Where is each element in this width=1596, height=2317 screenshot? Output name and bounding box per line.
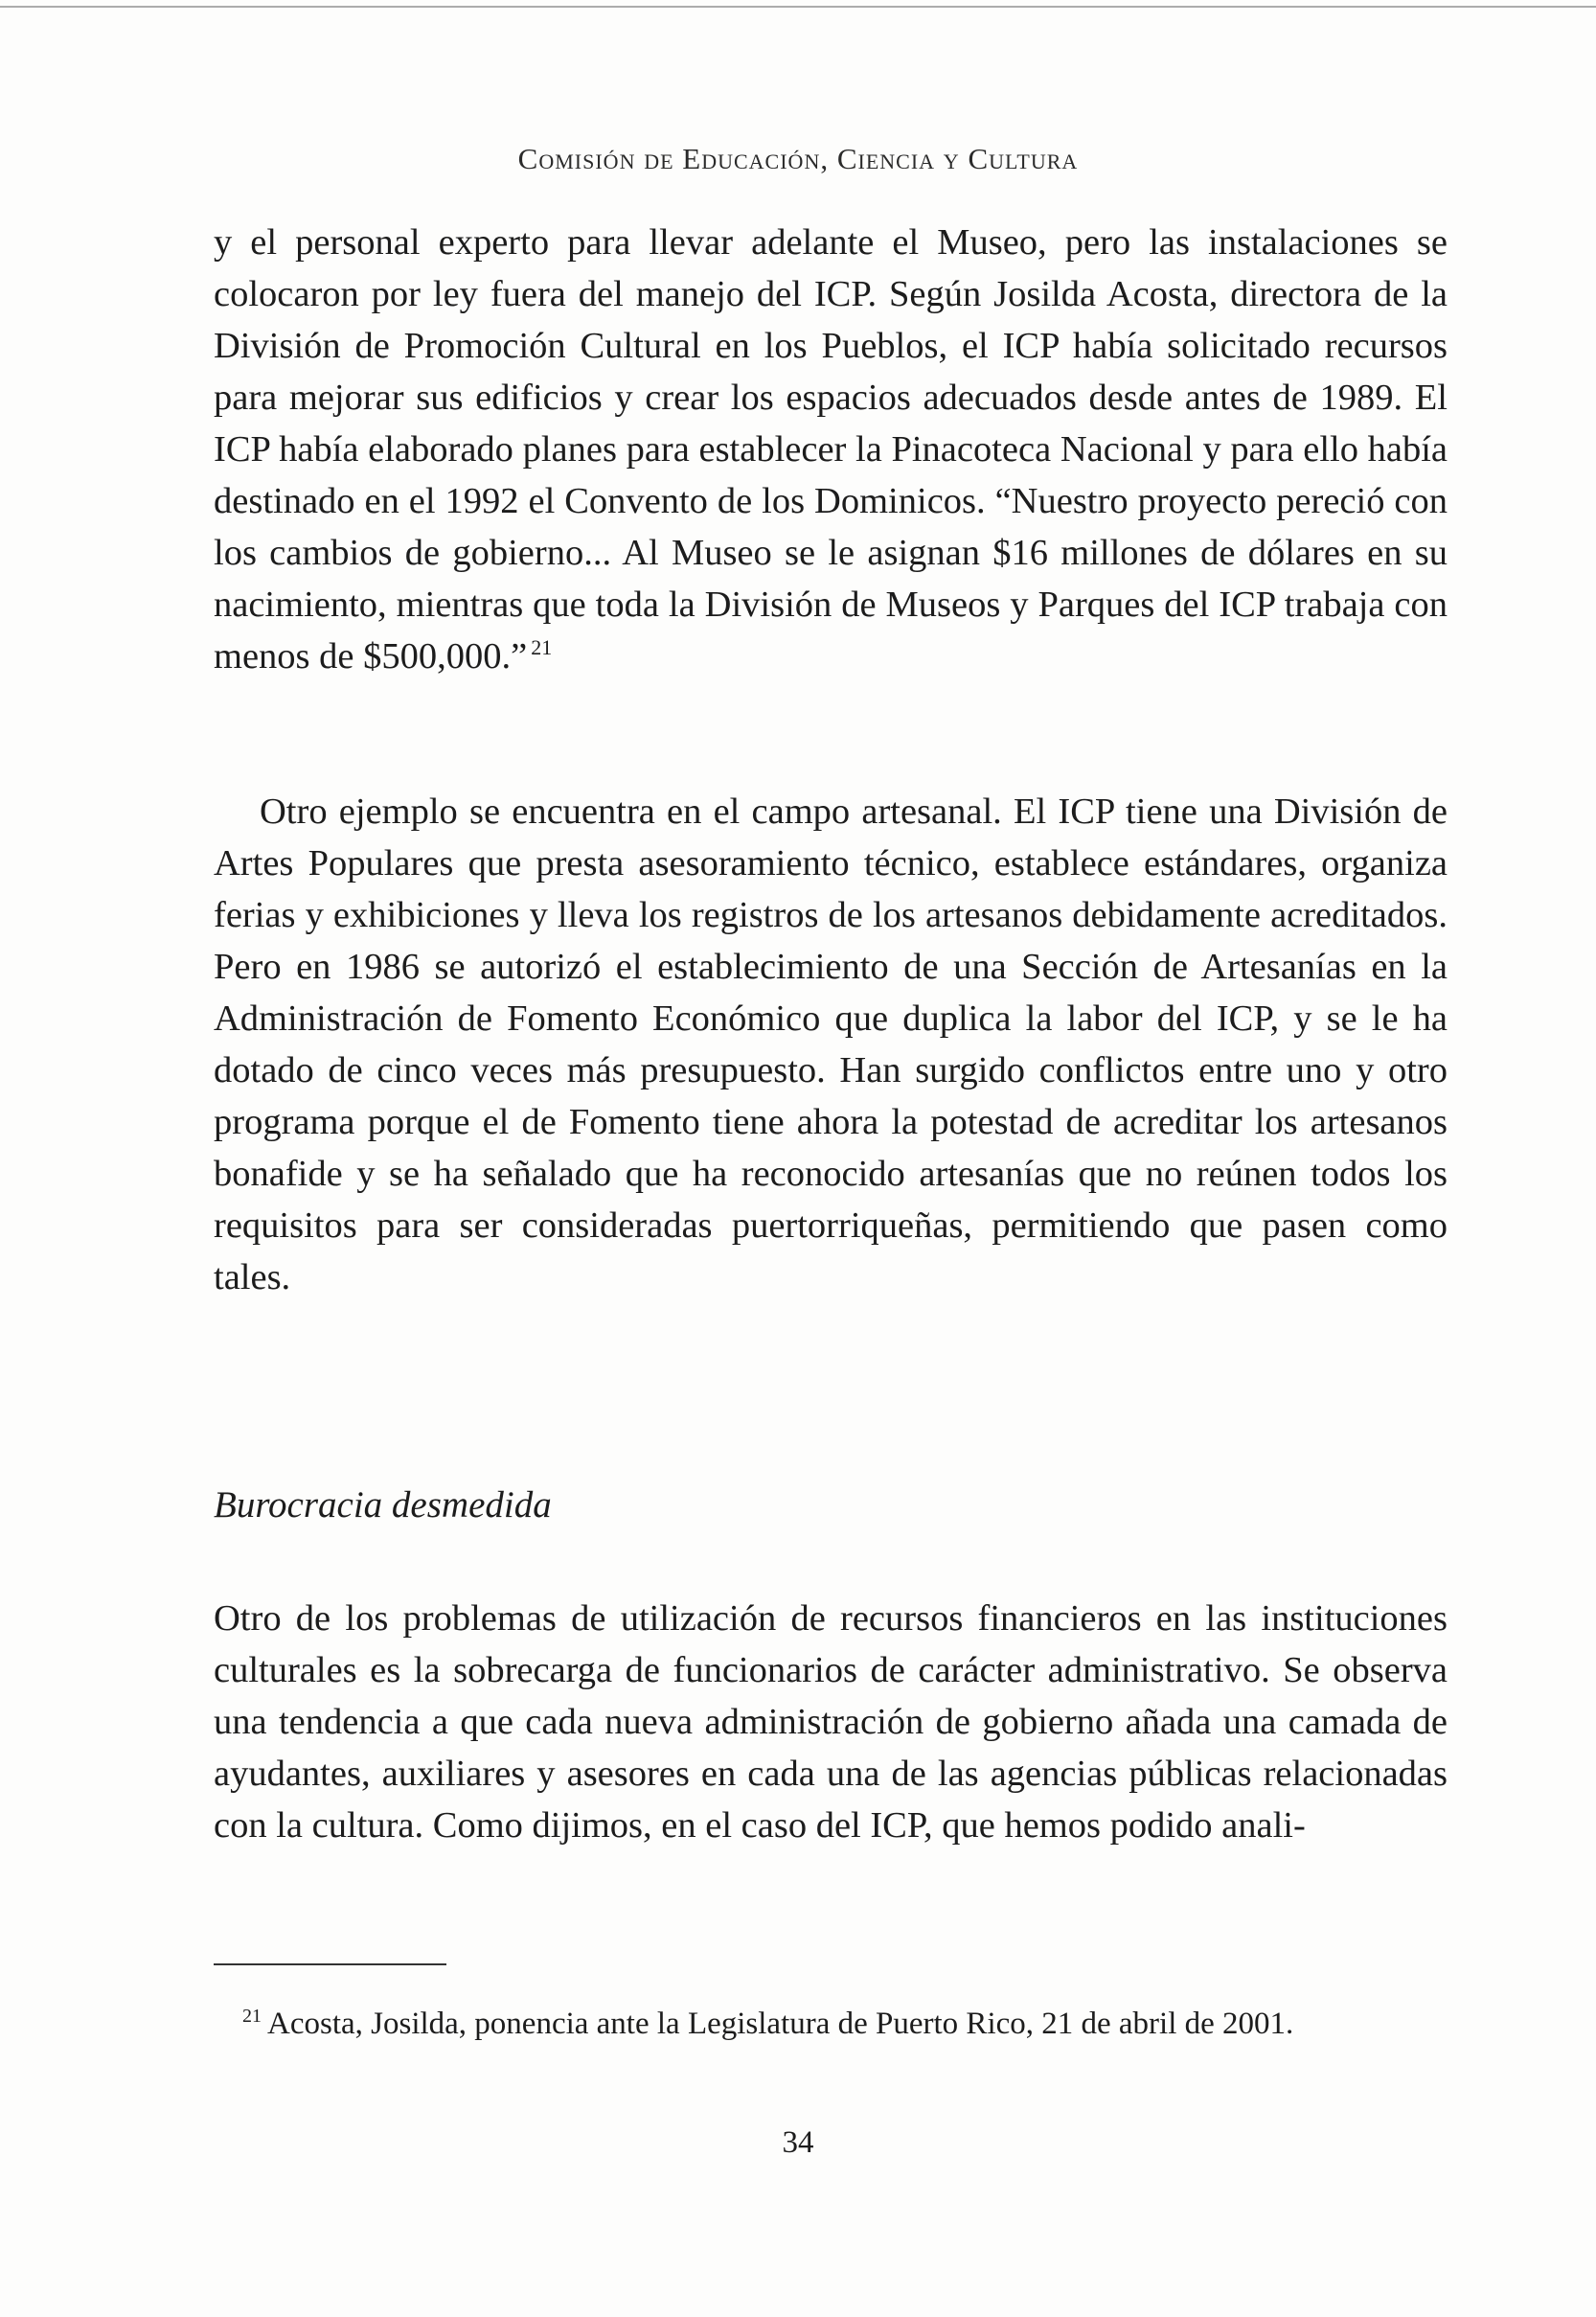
body-paragraph	[214, 786, 1448, 1303]
paragraph-text: Otro ejemplo se encuentra en el campo artesanal. El ICP tiene una División de Artes Populares que presta asesoramiento técnico, establece estándares, organiza ferias y exhibiciones y lleva los registros de los artesanos debidamente acreditados. Pero en 1986 se autorizó el establecimiento de una Sección de Artesanías en la Administración de Fomento Económico que duplica la labor del ICP, y se le ha dotado de cinco veces más presupuesto. Han surgido conflictos entre uno y otro programa porque el de Fomento tiene ahora la potestad de acreditar los artesanos bonafide y se ha señalado que ha reconocido artesanías que no reúnen todos los requisitos para ser consideradas puertorriqueñas, permitiendo que pasen como tales.	[214, 791, 1448, 1297]
section-heading: Burocracia desmedida	[214, 1484, 552, 1526]
running-head: Comisión de Educación, Ciencia y Cultura	[517, 142, 1079, 175]
footnote-mark: 21	[242, 2006, 262, 2027]
body-paragraph-continued	[214, 217, 1448, 682]
footnote-separator	[214, 1963, 446, 1965]
footnote	[214, 2003, 1448, 2045]
footnote-text: Acosta, Josilda, ponencia ante la Legislatura de Puerto Rico, 21 de abril de 2001.	[267, 2007, 1294, 2041]
scan-edge-line	[0, 6, 1596, 8]
paragraph-text: Otro de los problemas de utilización de recursos financieros en las instituciones culturales es la sobrecarga de funcionarios de carácter administrativo. Se observa una tendencia a que cada nueva administración de gobierno añada una camada de ayudantes, auxiliares y asesores en cada una de las agencias públicas relacionadas con la cultura. Como dijimos, en el caso del ICP, que hemos podido anali-	[214, 1598, 1448, 1846]
footnote-reference: 21	[531, 635, 553, 659]
page-number: 34	[782, 2125, 814, 2160]
paragraph-text: y el personal experto para llevar adelante el Museo, pero las instalaciones se colocaron por ley fuera del manejo del ICP. Según Josilda Acosta, directora de la División de Promoción Cultural en los Pueblos, el ICP había solicitado recursos para mejorar sus edificios y crear los espacios adecuados desde antes de 1989. El ICP había elaborado planes para establecer la Pinacoteca Nacional y para ello había destinado en el 1992 el Convento de los Dominicos. “Nuestro proyecto pereció con los cambios de gobierno... Al Museo se le asignan $16 millones de dólares en su nacimiento, mientras que toda la División de Museos y Parques del ICP trabaja con menos de $500,000.”	[214, 222, 1448, 677]
body-paragraph	[214, 1593, 1448, 1851]
